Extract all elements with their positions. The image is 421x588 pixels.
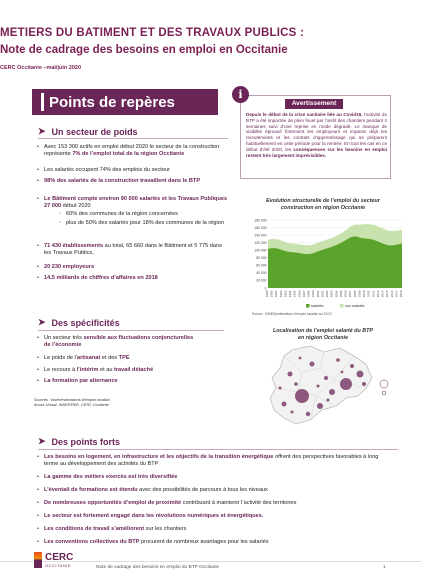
x-tick-label: 2014 (380, 290, 385, 298)
cerc-logo (34, 552, 73, 568)
item-highlight: travail détaché (114, 367, 154, 373)
section-heading-strengths (38, 436, 120, 447)
banner-label: Points de repères (49, 93, 175, 111)
item-highlight: 14,5 milliards de chiffres d’affaires en 2018 (44, 275, 158, 281)
x-tick-label: 2012 (371, 290, 376, 298)
y-tick-label: 160 000 (254, 225, 267, 230)
x-tick-label: 2015 (385, 290, 390, 298)
arrow-icon: ➤ (38, 436, 46, 446)
list-item (44, 474, 394, 481)
list-item (44, 178, 228, 185)
y-tick-label: 40 000 (256, 271, 267, 276)
list-item (44, 454, 394, 468)
item-text: Le poids de l’ (44, 355, 77, 361)
item-text: plus de 50% des salariés pour 18% des communes de la région (66, 220, 224, 226)
sub-list-item (66, 211, 226, 218)
item-highlight: L’éventail de formations est étendu (44, 487, 138, 493)
y-tick-label: 180 000 (254, 218, 267, 223)
list-item (44, 167, 228, 174)
item-highlight: Les conventions collectives du BTP (44, 539, 140, 545)
section-title: Des spécificités (51, 317, 120, 328)
sub-list-item (66, 220, 226, 227)
warning-body (246, 112, 387, 158)
list-item (44, 335, 200, 349)
x-tick-label: 2006 (343, 290, 348, 298)
section-divider (38, 330, 224, 331)
map-title-line1: Localisation de l’emploi salarié du BTP (272, 328, 374, 334)
y-tick-label: 60 000 (256, 263, 267, 268)
chart-title-line1: Evolution structurelle de l’emploi du secteur (266, 198, 380, 204)
x-tick-label: 2016 (389, 290, 394, 298)
banner-bar (41, 93, 44, 111)
logo-mark (34, 552, 42, 568)
item-highlight: 7% de l’emploi total de la région Occitanie (72, 151, 185, 157)
x-tick-label: 2011 (366, 290, 371, 297)
document-subtitle: Note de cadrage des besoins en emploi en Occitanie (0, 44, 288, 56)
list-item (44, 539, 394, 546)
x-tick-label: 2000 (315, 290, 320, 298)
x-tick-label: 1998 (306, 290, 311, 298)
item-highlight: Le secteur est fortement engagé dans les révolutions numériques et énergétiques. (44, 513, 264, 519)
list-item (44, 196, 228, 210)
x-tick-label: 1991 (274, 290, 279, 298)
logo-sub: OCCITANIE (45, 562, 71, 568)
page-number: 1 (383, 565, 386, 570)
y-tick-label: 80 000 (256, 256, 267, 261)
list-item (44, 367, 220, 374)
item-text: au total, 65 660 dans le Bâtiment et 5 775 dans les Travaux Publics, (44, 243, 222, 256)
x-tick-label: 2002 (325, 290, 330, 298)
x-tick-label: 2009 (357, 290, 362, 298)
warning-lead: Depuis le début de la crise sanitaire liée au Covid19, (246, 112, 363, 117)
x-tick-label: 1992 (278, 290, 283, 298)
legend-label-non-salaries: non salariés (345, 304, 365, 308)
item-highlight: De nombreuses opportunités d’emploi de proximité (44, 500, 182, 506)
warning-conclusion: conséquences sur les besoins en emploi restent très largement imprévisibles. (246, 146, 388, 158)
item-text: procurent de nombreux avantages pour les salariés (141, 539, 269, 545)
occitanie-map (262, 344, 382, 428)
item-text: Le recours à (44, 367, 76, 373)
x-tick-label: 1989 (265, 290, 269, 298)
x-tick-label: 1990 (269, 290, 274, 298)
list-item (44, 513, 394, 520)
list-item (44, 487, 394, 494)
x-tick-label: 2001 (320, 290, 325, 298)
item-highlight: TPE (118, 355, 130, 361)
x-tick-label: 1999 (311, 290, 316, 298)
item-highlight: sensible aux fluctuations conjoncturelles de l’économie (44, 335, 194, 348)
warning-text: l’activité du BTP a été impactée de plein fouet par l’arrêt des chantiers pendant 4 semaines suivi d’une reprise en mode dégradé. Le manque de visibilité éprouvé fortement les employeurs et impacte déjà les recrutements et les contrats d’apprentissage qui se préparent habituellement en cette période pour la rentrée. En tout les cas en ce début d’été 2020, les (246, 112, 387, 152)
x-tick-label: 1995 (292, 290, 297, 298)
item-text: et au (99, 367, 113, 373)
item-highlight: l’intérim (76, 367, 99, 373)
x-tick-label: 2018 (399, 290, 403, 298)
item-highlight: Le Bâtiment compte environ 90 000 salariés et les Travaux Publiques 27 000 (44, 196, 228, 209)
y-tick-label: 100 000 (254, 248, 267, 253)
x-tick-label: 1993 (283, 290, 288, 298)
list-item (44, 144, 228, 158)
item-highlight: 20 230 employeurs (44, 264, 95, 270)
item-highlight: Les besoins en logement, en infrastructure et les objectifs de la transition énergétique (44, 454, 274, 460)
legend-label-salaries: salariés (311, 304, 324, 308)
x-tick-label: 2005 (338, 290, 343, 298)
item-text: contribuant à maintenir l’activité des territoires (182, 500, 297, 506)
footer-text: Note de cadrage des besoins en emploi du BTP Occitanie (96, 565, 220, 570)
warning-title: Avertissement (285, 99, 343, 109)
x-tick-label: 2007 (348, 290, 353, 298)
map-legend (378, 378, 398, 400)
list-item (44, 275, 228, 282)
item-text: sur les chantiers (145, 526, 187, 532)
item-highlight: Les conditions de travail s’améliorent (44, 526, 145, 532)
x-tick-label: 2017 (394, 290, 399, 298)
item-text: Avec 153 300 actifs en emploi début 2020 le secteur de la construction représente (44, 144, 220, 157)
y-tick-label: 140 000 (254, 233, 267, 238)
map-title-line2: en région Occitanie (297, 335, 349, 341)
y-tick-label: 120 000 (254, 240, 267, 245)
section-title: Des points forts (51, 436, 121, 447)
employment-area-chart (248, 216, 406, 312)
item-highlight: 98% des salariés de la construction travaillent dans le BTP (44, 178, 201, 184)
x-tick-label: 2010 (362, 290, 367, 298)
section-heading-weight (38, 126, 138, 137)
item-text: Les salariés occupent 74% des emplois du secteur (44, 167, 170, 173)
region-outline (270, 346, 372, 424)
y-tick-label: 0 (264, 286, 267, 291)
map-title (248, 328, 398, 342)
x-tick-label: 1997 (301, 290, 306, 298)
legend-swatch-salaries (306, 304, 310, 308)
sources-note: Sources : Insee/estimations d’emploi localisé, Acoss-Urssaf, INSEE/REE, CERC Occitanie (34, 398, 111, 407)
item-highlight: La gamme des métiers exercés est très diversifiée (44, 474, 178, 480)
chart-source: Source : INSEE(estimations d’emploi localisé au 31/12 (252, 312, 332, 316)
item-highlight: 71 430 établissements (44, 243, 104, 249)
section-divider (38, 138, 228, 139)
x-tick-label: 1994 (288, 290, 293, 298)
logo-name: CERC (45, 551, 74, 563)
item-text: et des (101, 355, 118, 361)
list-item (44, 526, 394, 533)
section-divider (38, 449, 398, 450)
item-text: début 2020 (62, 203, 91, 209)
legend-swatch-non-salaries (340, 304, 344, 308)
item-text: offrent des perspectives favorables à long terme au développement des activités du BTP (44, 454, 379, 467)
x-tick-label: 2013 (375, 290, 380, 298)
document-date: CERC Occitanie –mai/juin 2020 (0, 65, 82, 71)
item-text: Un secteur très (44, 335, 82, 341)
item-text: 60% des communes de la région concernées (66, 211, 178, 217)
x-tick-label: 2004 (334, 290, 339, 298)
document-title: METIERS DU BATIMENT ET DES TRAVAUX PUBLICS : (0, 27, 304, 39)
list-item (44, 378, 220, 385)
item-text: avec des possibilités de parcours à tous les niveaux (139, 487, 268, 493)
y-tick-label: 20 000 (256, 278, 267, 283)
section-title: Un secteur de poids (51, 126, 138, 137)
list-item (44, 264, 228, 271)
list-item (44, 243, 228, 257)
section-heading-specifics (38, 317, 120, 328)
x-tick-label: 2003 (329, 290, 334, 298)
chart-title-line2: construction en région Occitanie (280, 205, 366, 211)
list-item (44, 500, 394, 507)
section-banner (32, 89, 218, 115)
list-item (44, 355, 220, 362)
item-highlight: artisanat (76, 355, 101, 361)
chart-title (248, 198, 398, 212)
info-icon: i (232, 86, 249, 103)
arrow-icon: ➤ (38, 126, 46, 136)
x-tick-label: 2008 (352, 290, 357, 298)
x-tick-label: 1996 (297, 290, 302, 298)
arrow-icon: ➤ (38, 317, 46, 327)
item-highlight: La formation par alternance (44, 378, 118, 384)
